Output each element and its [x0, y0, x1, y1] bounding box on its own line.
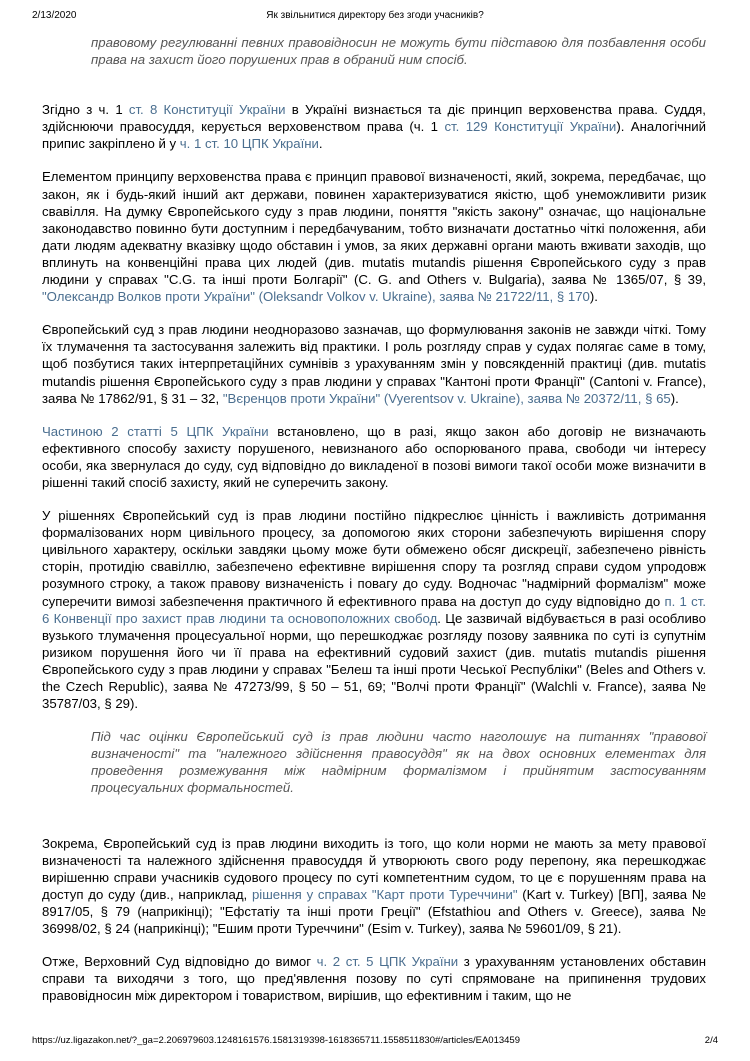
page-footer [32, 1035, 718, 1049]
print-date: 2/13/2020 [32, 10, 77, 21]
paragraph-2: Елементом принципу верховенства права є принцип правової визначеності, який, зокрема, передбачає, що закон, як і будь-який інший акт держави, повинен характеризуватися якістю, щоб унеможливити ризик свавілля. На думку Європейського суду з прав людини, поняття "якість закону" означає, що національне законодавство повинно бути доступним і передбачуваним, тобто визначати достатньо чіткі положення, аби дати людям адекватну вказівку щодо обставин і умов, за яких державні органи мають вживати заходів, що вплинуть на конвенційні права цих людей (див. mutatis mutandis рішення Європейського суду з прав людини у справах "C.G. та інші проти Болгарії" (C. G. and Others v. Bulgaria), заява № 1365/07, § 39, "Олександр Волков проти України" (Oleksandr Volkov v. Ukraine), заява № 21722/11, § 170). [42, 169, 706, 305]
law-reference-link[interactable]: рішення у справах "Карт проти Туреччини" [251, 886, 518, 902]
article-body [42, 34, 706, 1004]
quote-block: Під час оцінки Європейський суд із прав людини часто наголошує на питаннях "правової визначеності" та "належного здійснення правосуддя" як на двох основних елементах для проведення розмежування між надмірним формалізмом і прийнятим застосуванням процесуальних формальностей. [91, 729, 706, 796]
paragraph-5: У рішеннях Європейський суд із прав людини постійно підкреслює цінність і важливість дотримання формалізованих норм цивільного процесу, за допомогою яких сторони забезпечують вирішення спору цивільного характеру, оскільки завдяки цьому може бути обмежено обсяг дискреції, забезпечено рівність сторін, протидію свавіллю, забезпечено ефективне вирішення спору та розгляд справи судом упродовж розумного строку, а також правову визначеність і повагу до суду. Водночас "надмірний формалізм" може суперечити вимозі забезпечення практичного й ефективного права на доступ до суду відповідно до п. 1 ст. 6 Конвенції про захист прав людини та основоположних свобод. Це зазвичай відбувається в разі особливо вузького тлумачення процесуальної норми, що перешкоджає розгляду позову заявника по суті із супутнім ризиком порушення його чи її права на ефективний судовий захист (див. mutatis mutandis рішення Європейського суду з прав людини у справах "Белеш та інші проти Чеської Республіки" (Beles and Others v. the Czech Republic), заява № 47273/99, § 50 – 51, 69; "Волчі проти Франції" (Walchli v. France), заява № 35787/03, § 29). [42, 508, 707, 712]
page-number: 2/4 [704, 1035, 718, 1046]
law-reference-link[interactable]: ст. 8 Конституції України [128, 102, 286, 118]
law-reference-link[interactable]: п. 1 ст. 6 Конвенції про захист прав людини та основоположних свобод [42, 593, 706, 626]
law-reference-link[interactable]: ч. 1 ст. 10 ЦПК України [179, 136, 319, 152]
paragraph-3: Європейський суд з прав людини неодноразово зазначав, що формулювання законів не завжди чіткі. Тому їх тлумачення та застосування залежить від практики. І роль розгляду справ у судах полягає саме в тому, щоб позбутися таких інтерпретаційних сумнівів з урахуванням змін у повсякденній практиці (див. mutatis mutandis рішення Європейського суду з прав людини у справах "Кантоні проти Франції" (Cantoni v. France), заява № 17862/91, § 31 – 32, "Вєренцов проти України" (Vyerentsov v. Ukraine), заява № 20372/11, § 65). [42, 322, 706, 406]
quote-block: правовому регулюванні певних правовідносин не можуть бути підставою для позбавлення особи права на захист його порушених прав в обраний ним спосіб. [91, 35, 706, 68]
print-title: Як звільнитися директору без згоди учасників? [266, 10, 484, 21]
paragraph-7: Отже, Верховний Суд відповідно до вимог ч. 2 ст. 5 ЦПК України з урахуванням установлених обставин справи та виходячи з того, що пред'явлення позову по суті спрямоване на припинення трудових правовідносин між директором і товариством, вирішив, що ефективним і таким, що не [42, 954, 706, 1004]
law-reference-link[interactable]: ч. 2 ст. 5 ЦПК України [316, 954, 459, 970]
law-reference-link[interactable]: ст. 129 Конституції України [444, 119, 617, 135]
paragraph-4: Частиною 2 статті 5 ЦПК України встановлено, що в разі, якщо закон або договір не визначають ефективного способу захисту порушеного, невизнаного або оспорюваного права, свободи чи інтересу особи, яка звернулася до суду, суд відповідно до викладеної в позові вимоги такої особи може визначити в рішенні такий спосіб захисту, який не суперечить закону. [42, 423, 706, 490]
law-reference-link[interactable]: "Олександр Волков проти України" (Oleksandr Volkov v. Ukraine), заява № 21722/11, § 170 [42, 289, 590, 305]
paragraph-6: Зокрема, Європейський суд із прав людини виходить із того, що коли норми не мають за мету правової визначеності та належного здійснення правосуддя й утворюють свого роду перепону, яка перешкоджає вирішенню справи учасників судового процесу по суті компетентним судом, то це є порушенням права на доступ до суду (див., наприклад, рішення у справах "Карт проти Туреччини" (Kart v. Turkey) [ВП], заява № 8917/05, § 79 (наприкінці); "Ефстатіу та інші проти Греції" (Efstathiou and Others v. Greece), заява № 36998/02, § 24 (наприкінці); "Ешим проти Туреччини" (Esim v. Turkey), заява № 59601/09, § 21). [42, 835, 706, 937]
paragraph-1: Згідно з ч. 1 ст. 8 Конституції України в Україні визнається та діє принцип верховенства права. Суддя, здійснюючи правосуддя, керується верховенством права (ч. 1 ст. 129 Конституції України). Аналогічний припис закріплено й у ч. 1 ст. 10 ЦПК України. [42, 102, 707, 152]
law-reference-link[interactable]: "Вєренцов проти України" (Vyerentsov v. Ukraine), заява № 20372/11, § 65 [222, 390, 671, 406]
page-header [32, 10, 718, 26]
source-url: https://uz.ligazakon.net/?_ga=2.206979603.1248161576.1581319398-1618365711.1558511830#/articles/EA013459 [32, 1035, 521, 1046]
law-reference-link[interactable]: Частиною 2 статті 5 ЦПК України [42, 423, 269, 439]
